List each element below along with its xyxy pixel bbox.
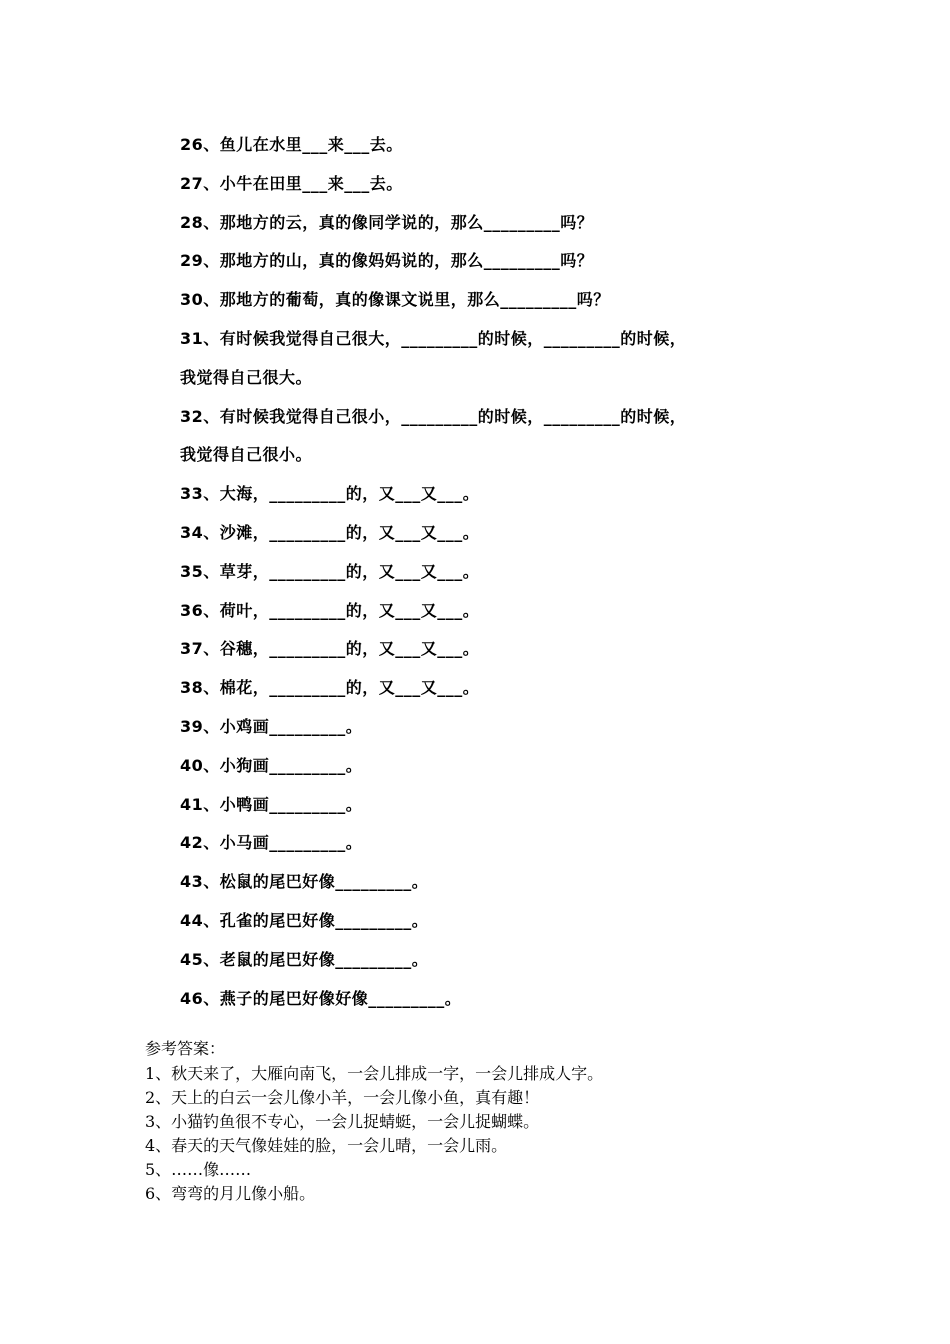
answer-item-6: 6、弯弯的月儿像小船。 <box>145 1184 316 1203</box>
exercise-27: 27、小牛在田里___来___去。 <box>180 173 403 193</box>
exercise-44: 44、孔雀的尾巴好像_________。 <box>180 910 429 930</box>
exercise-32-continuation: 我觉得自己很小。 <box>180 445 313 465</box>
exercise-31: 31、有时候我觉得自己很大，_________的时候，_________的时候， <box>180 328 687 348</box>
exercise-36: 36、荷叶，_________的，又___又___。 <box>180 600 480 620</box>
exercise-40: 40、小狗画_________。 <box>180 755 363 775</box>
exercise-31-continuation: 我觉得自己很大。 <box>180 367 313 387</box>
exercise-29: 29、那地方的山，真的像妈妈说的，那么_________吗？ <box>180 251 594 271</box>
answer-section <box>145 1036 845 1206</box>
exercise-38: 38、棉花，_________的，又___又___。 <box>180 678 480 698</box>
exercise-list <box>180 132 880 1024</box>
exercise-46: 46、燕子的尾巴好像好像_________。 <box>180 988 462 1008</box>
exercise-35: 35、草芽，_________的，又___又___。 <box>180 561 480 581</box>
exercise-42: 42、小马画_________。 <box>180 833 363 853</box>
answer-item-4: 4、春天的天气像娃娃的脸，一会儿晴，一会儿雨。 <box>145 1136 508 1155</box>
answer-item-5: 5、……像…… <box>145 1160 252 1179</box>
exercise-34: 34、沙滩，_________的，又___又___。 <box>180 522 480 542</box>
exercise-41: 41、小鸭画_________。 <box>180 794 363 814</box>
answer-item-2: 2、天上的白云一会儿像小羊，一会儿像小鱼，真有趣！ <box>145 1088 540 1107</box>
exercise-45: 45、老鼠的尾巴好像_________。 <box>180 949 429 969</box>
exercise-28: 28、那地方的云，真的像同学说的，那么_________吗？ <box>180 212 594 232</box>
exercise-26: 26、鱼儿在水里___来___去。 <box>180 135 403 154</box>
answer-item-1: 1、秋天来了，大雁向南飞，一会儿排成一字，一会儿排成人字。 <box>145 1064 604 1083</box>
exercise-30: 30、那地方的葡萄，真的像课文说里，那么_________吗？ <box>180 290 610 310</box>
exercise-32: 32、有时候我觉得自己很小，_________的时候，_________的时候， <box>180 406 687 426</box>
answer-item-3: 3、小猫钓鱼很不专心，一会儿捉蜻蜓，一会儿捉蝴蝶。 <box>145 1112 540 1131</box>
answer-heading: 参考答案： <box>145 1039 226 1058</box>
exercise-33: 33、大海，_________的，又___又___。 <box>180 484 480 504</box>
exercise-43: 43、松鼠的尾巴好像_________。 <box>180 872 429 892</box>
exercise-37: 37、谷穗，_________的，又___又___。 <box>180 639 480 659</box>
exercise-39: 39、小鸡画_________。 <box>180 716 363 736</box>
